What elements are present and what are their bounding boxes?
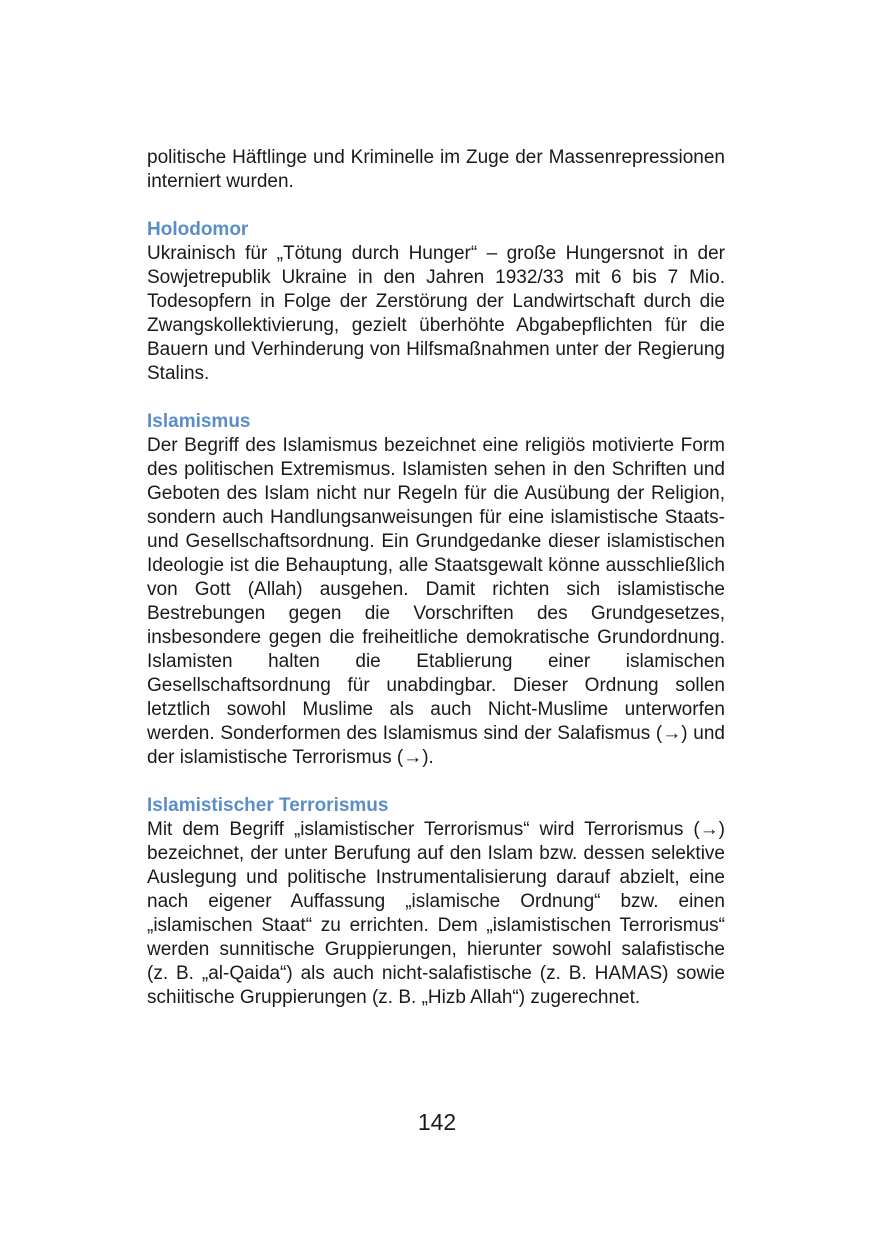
- entry-islamismus: [147, 410, 725, 770]
- entry-text: Der Begriff des Islamismus bezeichnet eine religiös motivierte Form des politischen Extremismus. Islamisten sehen in den Schriften und Geboten des Islam nicht nur Regeln für die Ausübung der Religion, sondern auch Handlungsanweisungen für eine islamistische Staats- und Gesellschaftsordnung. Ein Grundgedanke dieser islamistischen Ideologie ist die Behauptung, alle Staatsgewalt könne ausschließlich von Gott (Allah) ausgehen. Damit richten sich islamistische Bestrebungen gegen die Vorschriften des Grundgesetzes, insbesondere gegen die freiheitliche demokratische Grundordnung. Islamisten halten die Etablierung einer islamischen Gesellschaftsordnung für unabdingbar. Dieser Ordnung sollen letztlich sowohl Muslime als auch Nicht-Muslime unterworfen werden. Sonderformen des Islamismus sind der Salafismus (→) und der islamistische Terrorismus (→).: [147, 435, 725, 768]
- entry-islamistischer-terrorismus: [147, 794, 725, 1010]
- entry-text: Ukrainisch für „Tötung durch Hunger“ – große Hungersnot in der Sowjetrepublik Ukraine in den Jahren 1932/33 mit 6 bis 7 Mio. Todesopfern in Folge der Zerstörung der Landwirtschaft durch die Zwangskollektivierung, gezielt überhöhte Abgabepflichten für die Bauern und Verhinderung von Hilfsmaßnahmen unter der Regierung Stalins.: [147, 243, 725, 384]
- entry-title: Holodomor: [147, 219, 249, 240]
- entry-holodomor: [147, 218, 725, 386]
- page-number: 142: [417, 1109, 457, 1135]
- document-page: [147, 146, 725, 1010]
- entry-title: Islamismus: [147, 411, 251, 432]
- entry-text: Mit dem Begriff „islamistischer Terrorismus“ wird Terrorismus (→) bezeichnet, der unter Berufung auf den Islam bzw. dessen selektive Auslegung und politische Instrumentalisierung darauf abzielt, eine nach eigener Auffassung „islamische Ordnung“ bzw. einen „islamischen Staat“ zu errichten. Dem „islamistischen Terrorismus“ werden sunnitische Gruppierungen, hierunter sowohl salafistische (z. B. „al-Qaida“) als auch nicht-salafistische (z. B. HAMAS) sowie schiitische Gruppierungen (z. B. „Hizb Allah“) zugerechnet.: [147, 819, 725, 1008]
- intro-paragraph: politische Häftlinge und Kriminelle im Zuge der Massenrepressionen interniert wurden.: [147, 147, 725, 192]
- entry-title: Islamistischer Terrorismus: [147, 795, 389, 816]
